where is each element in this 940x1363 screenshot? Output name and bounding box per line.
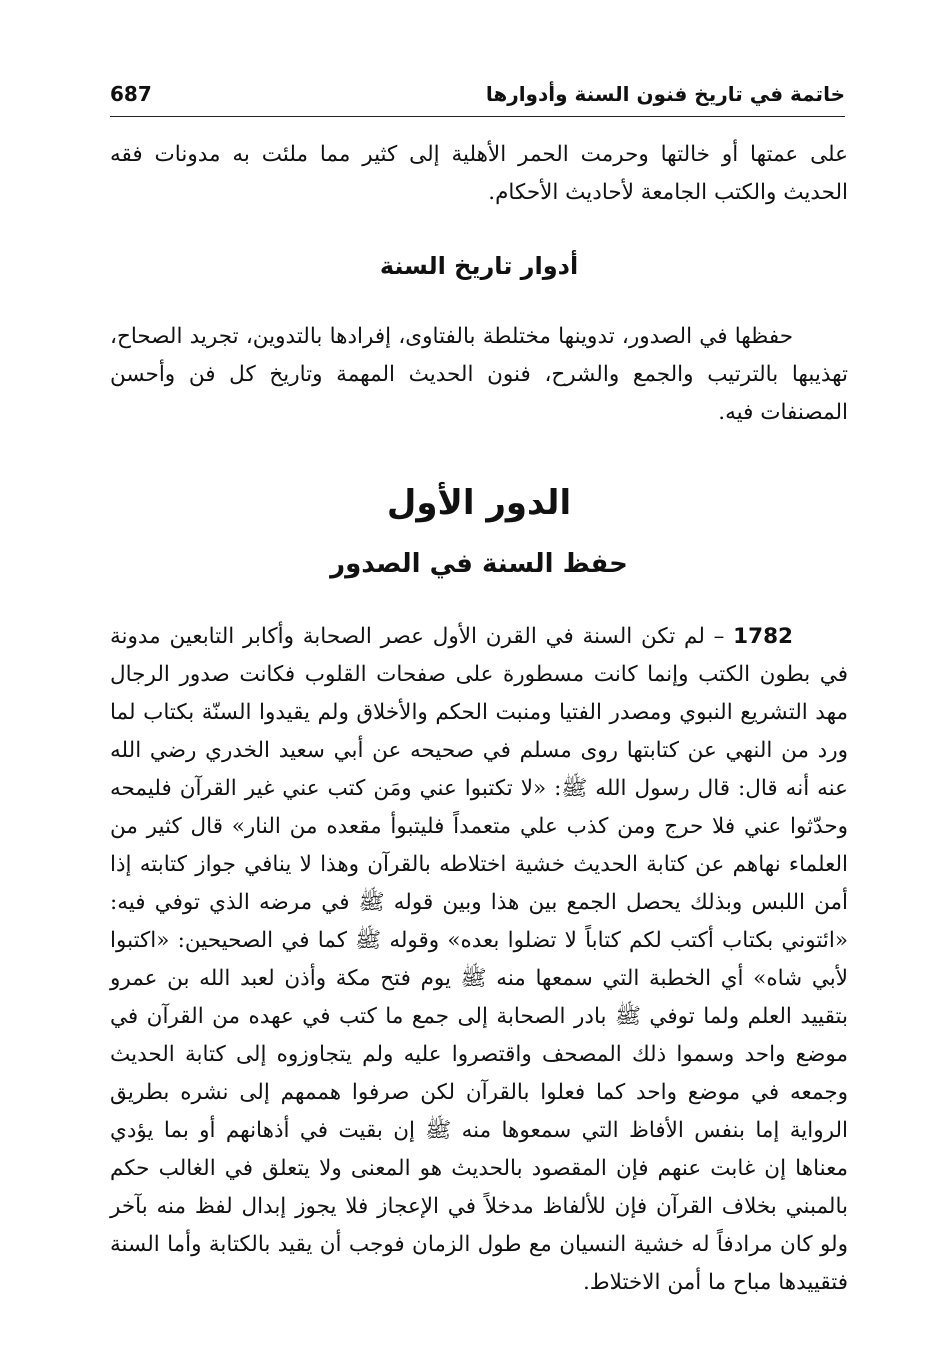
page-number: 687 bbox=[110, 82, 152, 106]
section-summary: حفظها في الصدور، تدوينها مختلطة بالفتاوى، إفرادها بالتدوين، تجريد الصحاح، تهذيبها بالترتيب والجمع والشرح، فنون الحديث المهمة وتاريخ كل فن وأحسن المصنفات فيه. bbox=[110, 324, 848, 425]
main-paragraph-block bbox=[110, 618, 848, 1302]
part-title: الدور الأول bbox=[386, 483, 572, 523]
intro-paragraph: على عمتها أو خالتها وحرمت الحمر الأهلية إلى كثير مما ملئت به مدونات فقه الحديث والكتب الجامعة لأحاديث الأحكام. bbox=[110, 142, 848, 205]
running-title: خاتمة في تاريخ فنون السنة وأدوارها bbox=[485, 82, 845, 106]
main-paragraph bbox=[110, 618, 848, 1302]
part-subtitle: حفظ السنة في الصدور bbox=[330, 549, 628, 579]
paragraph-number: 1782 bbox=[733, 624, 793, 649]
section-summary-block bbox=[110, 318, 848, 432]
main-paragraph-text: – لم تكن السنة في القرن الأول عصر الصحابة وأكابر التابعين مدونة في بطون الكتب وإنما كانت مسطورة على صفحات القلوب فكانت صدور الرجال مهد التشريع النبوي ومصدر الفتيا ومنبت الحكم والأخلاق ولم يقيدوا السنّة بكتاب لما ورد من النهي عن كتابتها روى مسلم في صحيحه عن أبي سعيد الخدري رضي الله عنه أنه قال: قال رسول الله ﷺ: «لا تكتبوا عني ومَن كتب عني غير القرآن فليمحه وحدّثوا عني فلا حرج ومن كذب علي متعمداً فليتبوأ مقعده من النار» قال كثير من العلماء نهاهم عن كتابة الحديث خشية اختلاطه بالقرآن وهذا لا ينافي جواز كتابته إذا أمن اللبس وبذلك يحصل الجمع بين هذا وبين قوله ﷺ في مرضه الذي توفي فيه: «ائتوني بكتاب أكتب لكم كتاباً لا تضلوا بعده» وقوله ﷺ كما في الصحيحين: «اكتبوا لأبي شاه» أي الخطبة التي سمعها منه ﷺ يوم فتح مكة وأذن لعبد الله بن عمرو بتقييد العلم ولما توفي ﷺ بادر الصحابة إلى جمع ما كتب في عهده من القرآن في موضع واحد وسموا ذلك المصحف واقتصروا عليه ولم يتجاوزوه إلى كتابة الحديث وجمعه في موضع واحد كما فعلوا بالقرآن لكن صرفوا هممهم إلى نشره بطريق الرواية إما بنفس الأفاظ التي سمعوها منه ﷺ إن بقيت في أذهانهم أو بما يؤدي معناها إن غابت عنهم فإن المقصود بالحديث هو المعنى ولا يتعلق في الغالب حكم بالمبني بخلاف القرآن فإن للألفاظ مدخلاً في الإعجاز فلا يجوز إبدال لفظ منه بآخر ولو كان مرادفاً له خشية النسيان مع طول الزمان فوجب أن يقيد بالكتابة وأما السنة فتقييدها مباح ما أمن الاختلاط. bbox=[110, 624, 848, 1295]
intro-paragraph-block bbox=[110, 136, 848, 212]
section-title: أدوار تاريخ السنة bbox=[379, 252, 579, 280]
running-header bbox=[110, 80, 845, 117]
